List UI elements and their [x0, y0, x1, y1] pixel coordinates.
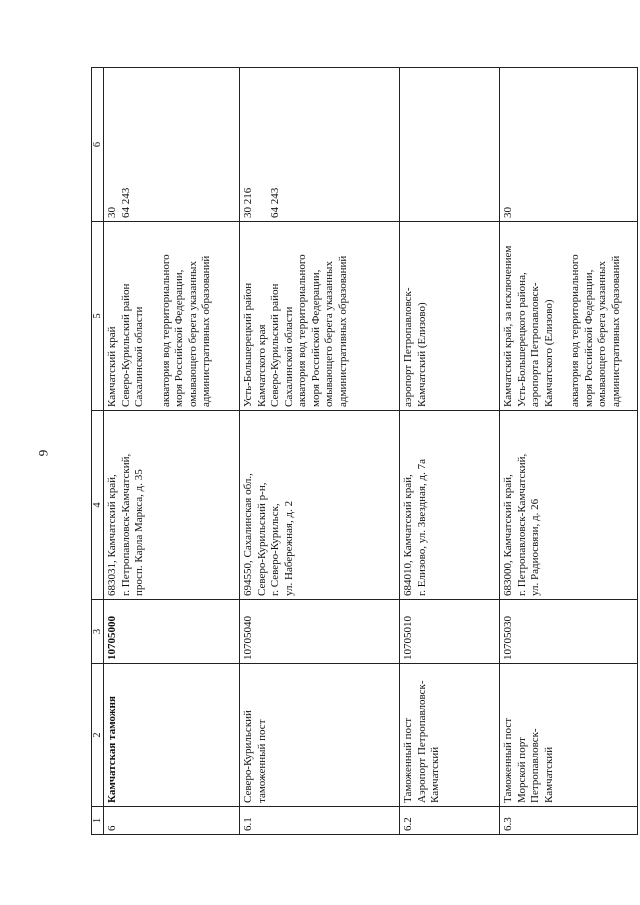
customs-table [91, 67, 638, 835]
address-cell-line: г. Петропавловск-Камчатский, [119, 453, 132, 596]
header-cell: 3 [92, 600, 104, 664]
region-cell-line [147, 225, 160, 407]
customs-name-cell [104, 664, 240, 807]
address-cell [400, 411, 500, 600]
okato-codes-cell-line: 64 243 [119, 187, 132, 218]
address-cell-line: просп. Карла Маркса, д. 35 [133, 469, 145, 596]
table-body [104, 68, 638, 835]
address-cell [104, 411, 240, 600]
table-row [400, 68, 500, 835]
customs-name-cell-line: Петропавловск- [529, 728, 541, 803]
region-cell-line: Сахалинской области [133, 306, 145, 407]
region-cell-line: акватория вод территориального [569, 254, 581, 407]
address-cell [240, 411, 400, 600]
region-cell-line: омывающего берега указанных [186, 261, 199, 407]
region-cell-line: Камчатский (Елизово) [415, 302, 428, 407]
customs-code-cell: 10705010 [400, 600, 500, 664]
table-row [240, 68, 400, 835]
customs-name-cell-line: Таможенный пост [402, 717, 414, 803]
okato-codes-cell [240, 68, 400, 222]
table-row [500, 68, 638, 835]
address-cell-line: Северо-Курильский р-н, [255, 482, 268, 596]
region-cell-line: акватория вод территориального [159, 254, 172, 407]
customs-name-cell-line: Камчатский [542, 746, 555, 803]
okato-codes-cell-line: 64 243 [268, 187, 281, 218]
okato-codes-cell [400, 68, 500, 222]
header-cell: 1 [92, 807, 104, 835]
row-number-cell: 6.2 [400, 807, 500, 835]
row-number-cell: 6 [104, 807, 240, 835]
page-number: 9 [35, 449, 51, 457]
customs-name-cell-line: таможенный пост [255, 719, 268, 803]
address-cell-line: 683031, Камчатский край, [106, 474, 118, 596]
address-cell-line: ул. Набережная, д. 2 [282, 500, 295, 596]
region-cell-line: Усть-Большерецкий район [242, 282, 254, 407]
region-cell-line: моря Российской Федерации, [309, 269, 322, 407]
region-cell-line: акватория вод территориального [296, 254, 308, 407]
okato-codes-cell-line [402, 71, 415, 218]
region-cell-line: омывающего берега указанных [323, 261, 335, 407]
region-cell-line: Северо-Курильский район [119, 283, 132, 407]
customs-code-cell: 10705030 [500, 600, 638, 664]
region-cell-line: аэропорта Петропавловск- [529, 282, 541, 407]
row-number-cell: 6.1 [240, 807, 400, 835]
customs-name-cell [240, 664, 400, 807]
customs-name-cell-line: Морской порт [515, 737, 528, 803]
customs-name-cell-line: Камчатская таможня [106, 696, 118, 803]
customs-name-cell [500, 664, 638, 807]
customs-name-cell-line: Камчатский [429, 746, 441, 803]
region-cell-line: аэропорт Петропавловск- [402, 287, 414, 407]
okato-codes-cell-line [256, 71, 269, 218]
region-cell-line: Сахалинской области [282, 306, 295, 407]
region-cell-line: Камчатского края [255, 324, 268, 407]
customs-name-cell [400, 664, 500, 807]
region-cell-line: Камчатский край [106, 326, 118, 407]
okato-codes-cell [500, 68, 638, 222]
customs-name-cell-line: Таможенный пост [502, 717, 514, 803]
region-cell [500, 222, 638, 411]
region-cell-line: Северо-Курильский район [269, 283, 281, 407]
customs-name-cell-line: Северо-Курильский [242, 710, 254, 803]
region-cell-line: административных образований [336, 255, 349, 407]
row-number-cell: 6.3 [500, 807, 638, 835]
address-cell-line: 694550, Сахалинская обл., [242, 473, 254, 596]
customs-code-cell: 10705040 [240, 600, 400, 664]
region-cell-line: Камчатский край, за исключением [502, 245, 514, 407]
okato-codes-cell [104, 68, 240, 222]
region-cell-line: омывающего берега указанных [596, 261, 608, 407]
address-cell-line: 684010, Камчатский край, [402, 474, 414, 596]
customs-code-cell: 10705000 [104, 600, 240, 664]
address-cell-line: г. Петропавловск-Камчатский, [515, 453, 528, 596]
region-cell [104, 222, 240, 411]
okato-codes-cell-line: 30 [106, 207, 118, 218]
header-cell: 6 [92, 68, 104, 222]
address-cell-line: г. Елизово, ул. Звездная, д. 7а [415, 459, 428, 596]
header-cell: 4 [92, 411, 104, 600]
region-cell-line: Камчатского (Елизово) [542, 299, 555, 407]
address-cell-line: ул. Радиосвязи, д. 26 [529, 498, 541, 596]
header-cell: 5 [92, 222, 104, 411]
okato-codes-cell-line: 30 216 [242, 187, 254, 218]
header-cell: 2 [92, 664, 104, 807]
header-row [92, 68, 104, 835]
region-cell [240, 222, 400, 411]
rotated-table-container [91, 68, 622, 835]
address-cell-line: 683000, Камчатский край, [502, 474, 514, 596]
region-cell-line: административных образований [609, 255, 622, 407]
region-cell-line: моря Российской Федерации, [582, 269, 595, 407]
table-row [104, 68, 240, 835]
region-cell-line [556, 225, 569, 407]
region-cell [400, 222, 500, 411]
address-cell [500, 411, 638, 600]
customs-name-cell-line: Аэропорт Петропавловск- [415, 680, 428, 803]
region-cell-line: административных образований [200, 255, 212, 407]
region-cell-line: Усть-Большерецкого района, [515, 272, 528, 407]
address-cell-line: г. Северо-Курильск, [269, 503, 281, 596]
okato-codes-cell-line: 30 [502, 207, 514, 218]
region-cell-line: моря Российской Федерации, [173, 269, 185, 407]
